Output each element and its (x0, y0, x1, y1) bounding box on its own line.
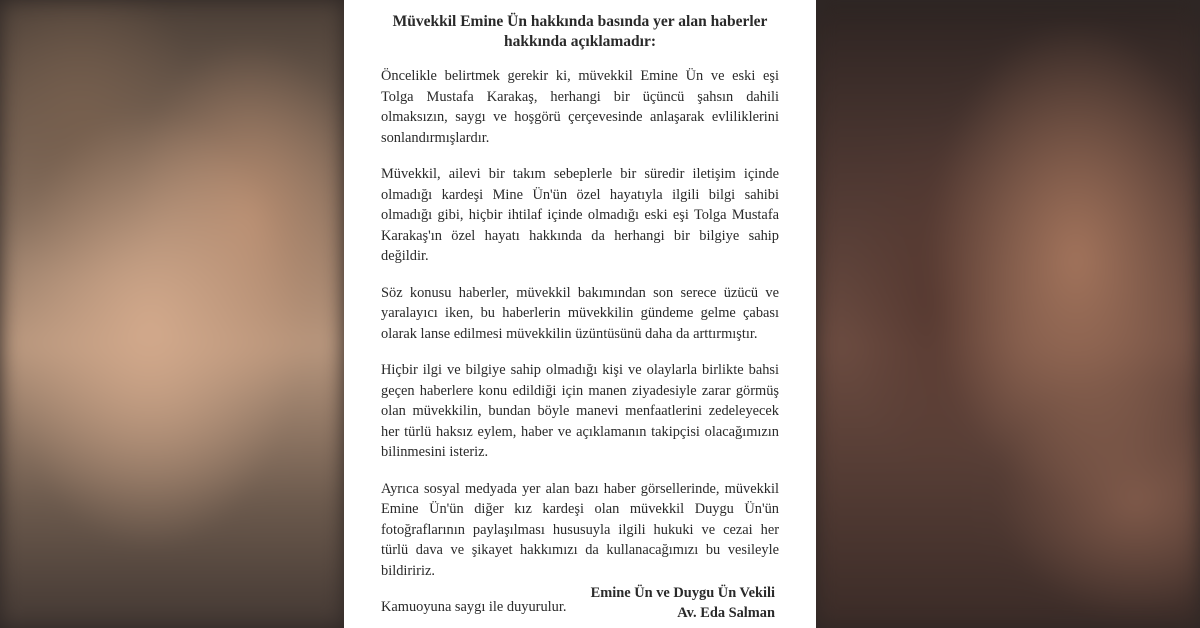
paragraph-line: olan müvekkilin, bundan böyle manevi menfaatlerini zedeleyecek (381, 403, 779, 419)
signature-line-1: Emine Ün ve Duygu Ün Vekili (590, 585, 775, 601)
statement-document (344, 0, 816, 628)
paragraph-line: olmadığı kardeşi Mine Ün'ün özel hayatıyla ilgili bilgi sahibi (381, 186, 779, 203)
paragraph-4 (381, 360, 779, 463)
title-line: hakkında açıklamadır: (503, 33, 657, 50)
paragraph-5 (381, 479, 779, 582)
paragraph-line: Söz konusu haberler, müvekkil bakımından son serece üzücü ve (381, 284, 779, 301)
signature-line-2: Av. Eda Salman (677, 605, 775, 621)
paragraph-line: olmadığı gibi, hiçbir ihtilaf içinde olmadığı eski eşi Tolga Mustafa (381, 207, 779, 223)
document-title (381, 12, 779, 52)
paragraph-line: geçen haberlere konu edildiği için manen ziyadesiyle zarar görmüş (381, 382, 779, 399)
paragraph-line: fotoğraflarının paylaşılması hususuyla ilgili hukuki ve cezai her (381, 521, 779, 538)
blurred-background-right (816, 0, 1200, 628)
paragraph-line: olarak lanse edilmesi müvekkilin üzüntüsünü daha da arttırmıştır. (381, 325, 758, 342)
paragraph-line: Öncelikle belirtmek gerekir ki, müvekkil Emine Ün ve eski eşi (381, 68, 779, 84)
paragraph-line: Tolga Mustafa Karakaş, herhangi bir üçüncü şahsın dahili (381, 88, 779, 105)
paragraph-line: Karakaş'ın özel hayatı hakkında da herhangi bir bilgiye sahip (381, 227, 779, 244)
closing-line: Kamuoyuna saygı ile duyurulur. (381, 599, 567, 615)
paragraph-line: Emine Ün'ün diğer kız kardeşi olan müvekkil Duygu Ün'ün (381, 501, 779, 517)
paragraph-line: bilinmesini isteriz. (381, 444, 489, 460)
paragraph-2 (381, 164, 779, 267)
title-line: Müvekkil Emine Ün hakkında basında yer alan haberler (392, 13, 768, 30)
paragraph-line: olmaksızın, saygı ve hoşgörü çerçevesinde anlaşarak evliliklerini (381, 109, 779, 125)
paragraph-line: sonlandırmışlardır. (381, 129, 490, 146)
paragraph-line: yaralayıcı iken, bu haberlerin müvekkilin gündeme gelme çabası (381, 305, 779, 321)
paragraph-line: Hiçbir ilgi ve bilgiye sahip olmadığı kişi ve olaylarla birlikte bahsi (381, 362, 779, 378)
paragraph-3 (381, 283, 779, 345)
paragraph-line: değildir. (381, 248, 429, 264)
paragraph-1 (381, 66, 779, 148)
paragraph-line: Müvekkil, ailevi bir takım sebeplerle bir süredir iletişim içinde (381, 166, 779, 182)
paragraph-line: türlü dava ve şikayet hakkımızı da kullanacağımızı bu vesileyle (381, 542, 779, 558)
blurred-background-left (0, 0, 344, 628)
paragraph-line: Ayrıca sosyal medyada yer alan bazı haber görsellerinde, müvekkil (381, 480, 779, 497)
paragraph-line: bildiririz. (381, 562, 435, 579)
signature-block (591, 583, 775, 623)
paragraph-line: her türlü haksız eylem, haber ve açıklamanın takipçisi olacağımızın (381, 423, 779, 440)
